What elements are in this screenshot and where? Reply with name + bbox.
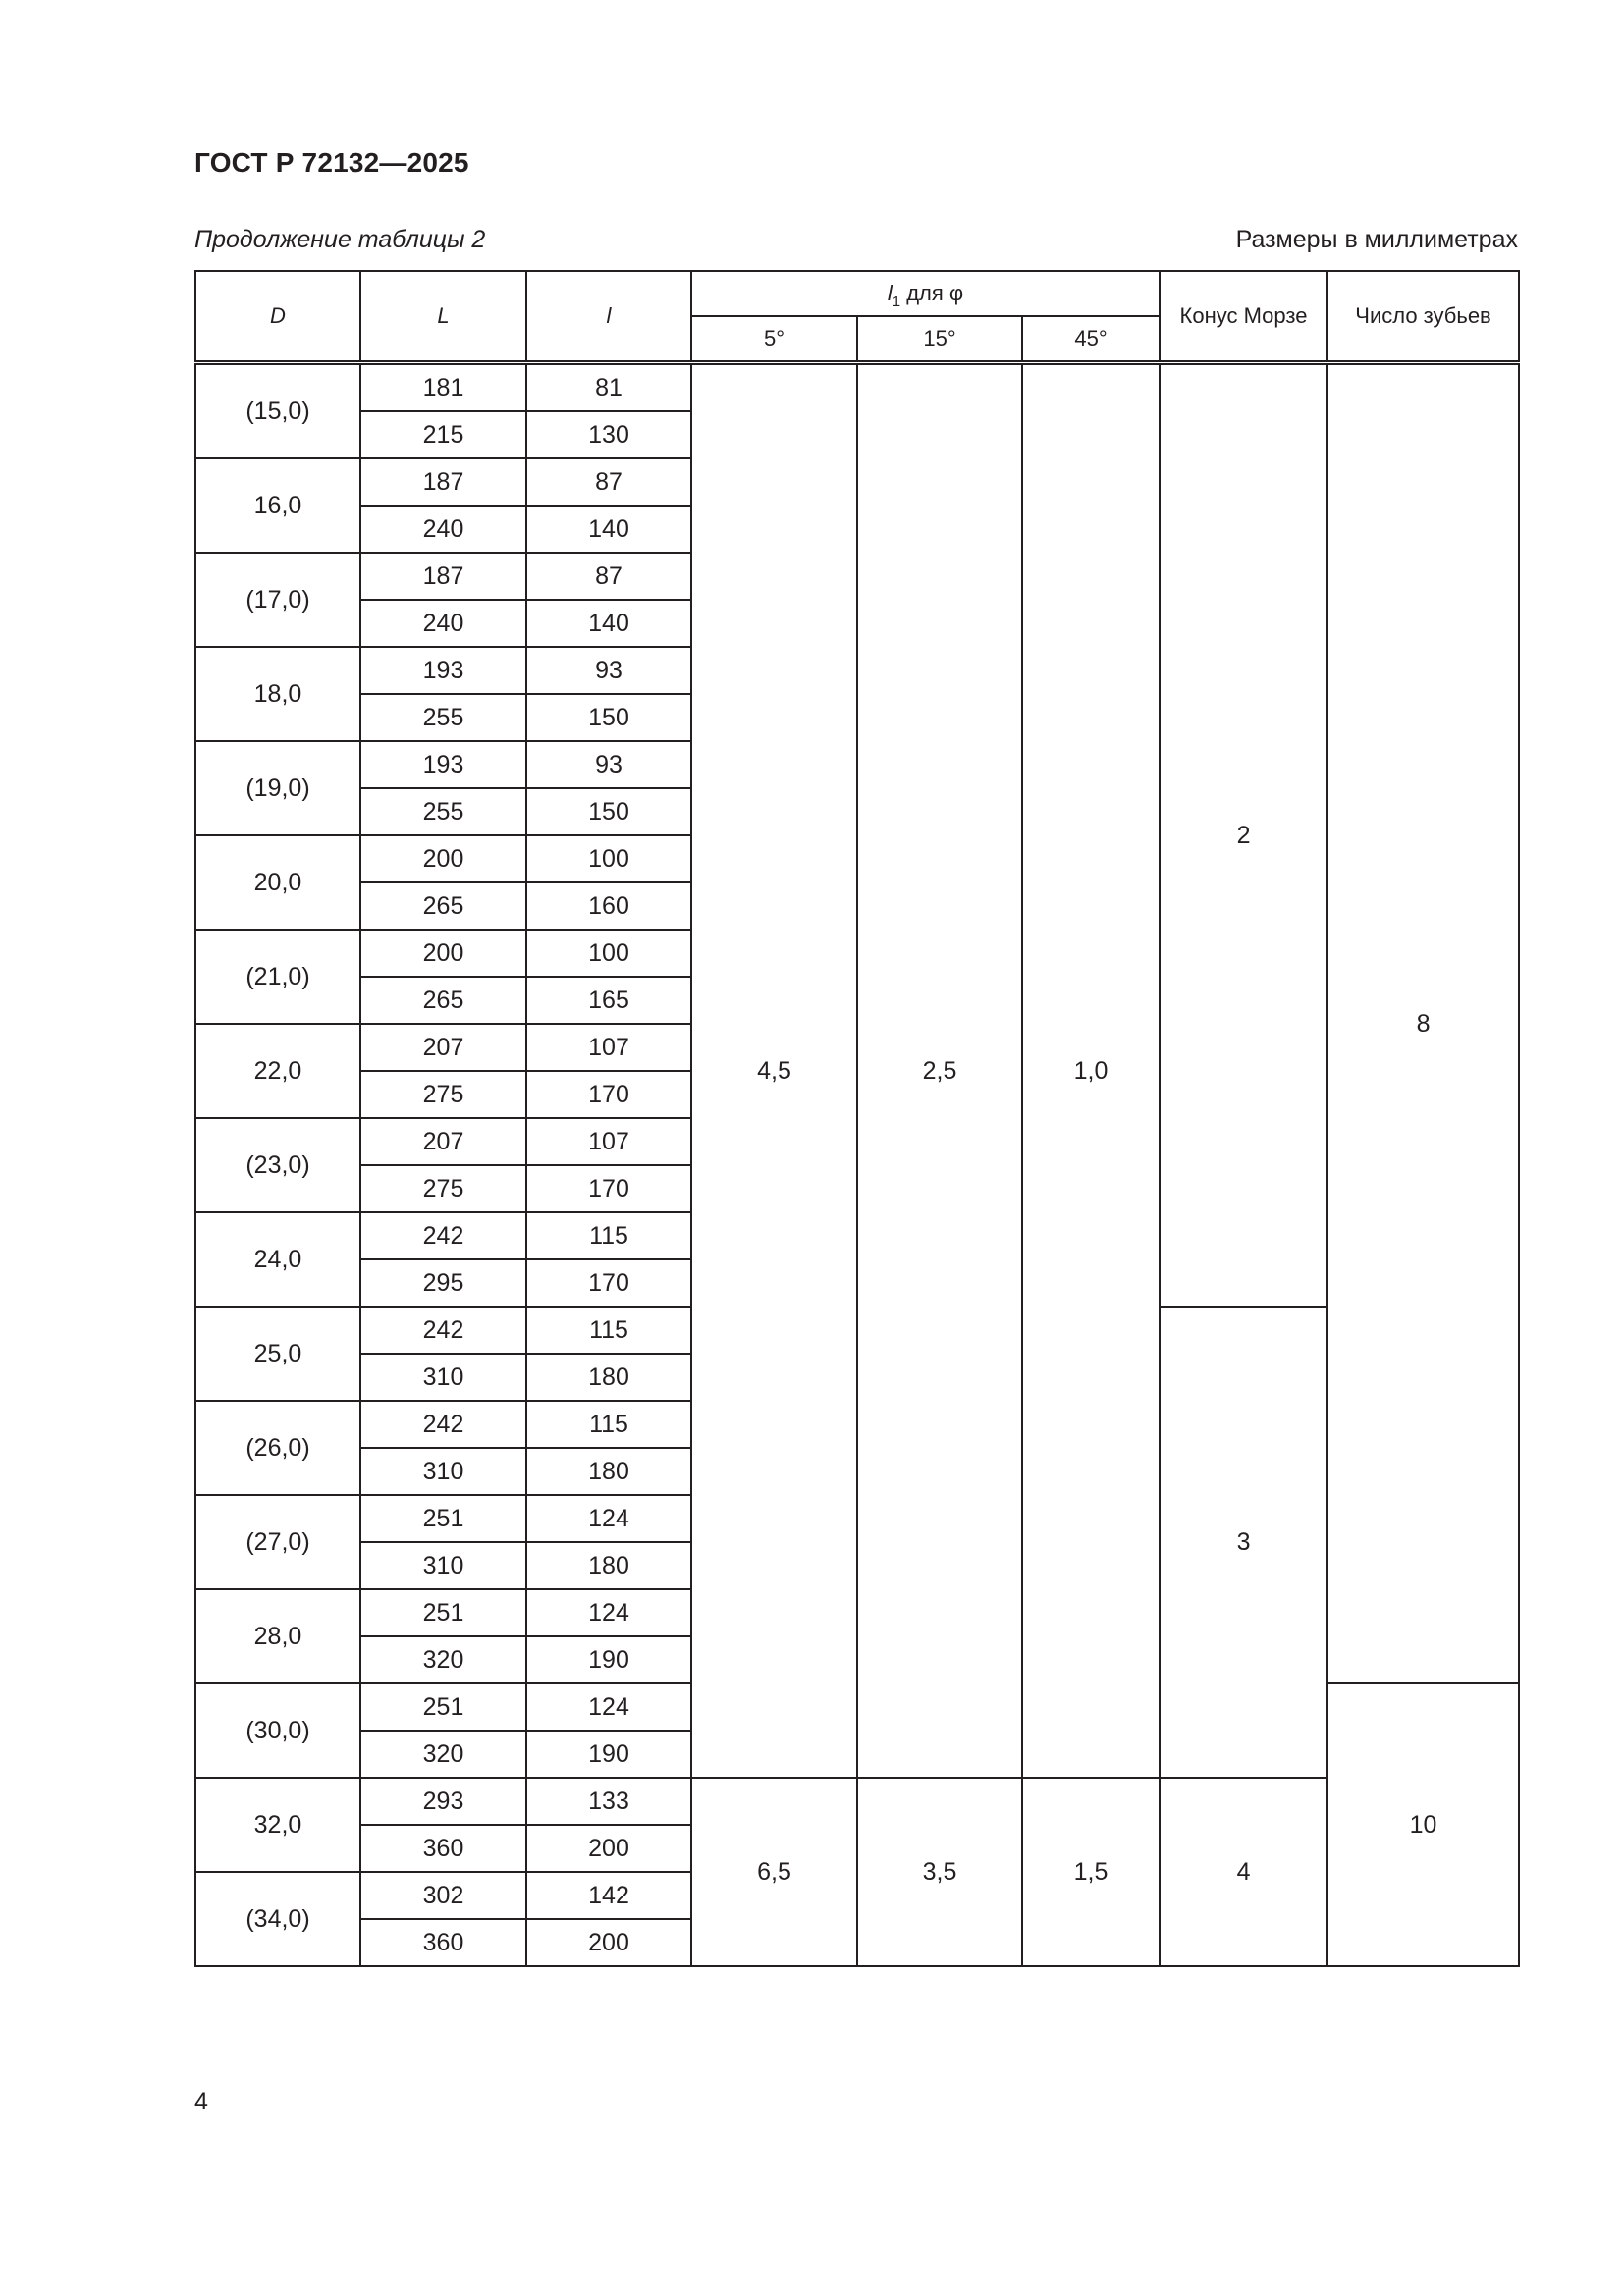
length-L-cell: 251	[360, 1495, 526, 1542]
teeth-count-cell: 10	[1327, 1683, 1519, 1966]
header-angle-5: 5°	[691, 316, 857, 363]
table-body	[195, 363, 1519, 1967]
length-L-cell: 200	[360, 930, 526, 977]
length-L-cell: 255	[360, 694, 526, 741]
length-L-cell: 207	[360, 1024, 526, 1071]
length-l-cell: 87	[526, 458, 691, 506]
morse-taper-cell: 4	[1160, 1778, 1327, 1966]
document-code: ГОСТ Р 72132—2025	[194, 147, 469, 178]
length-l-cell: 100	[526, 930, 691, 977]
l1-angle-45-cell: 1,0	[1022, 363, 1160, 1779]
length-l-cell: 190	[526, 1731, 691, 1778]
length-l-cell: 115	[526, 1212, 691, 1259]
length-L-cell: 255	[360, 788, 526, 835]
table-continuation-caption: Продолжение таблицы 2	[194, 226, 486, 253]
diameter-cell: (34,0)	[195, 1872, 360, 1966]
length-l-cell: 124	[526, 1589, 691, 1636]
length-l-cell: 150	[526, 788, 691, 835]
length-L-cell: 242	[360, 1212, 526, 1259]
dimensions-table-wrapper	[194, 270, 1518, 1967]
length-L-cell: 242	[360, 1401, 526, 1448]
table-header	[195, 271, 1519, 363]
diameter-cell: (27,0)	[195, 1495, 360, 1589]
length-l-cell: 115	[526, 1401, 691, 1448]
dimensions-table	[194, 270, 1520, 1967]
length-l-cell: 190	[526, 1636, 691, 1683]
length-l-cell: 200	[526, 1919, 691, 1966]
length-L-cell: 320	[360, 1636, 526, 1683]
length-L-cell: 310	[360, 1354, 526, 1401]
length-l-cell: 140	[526, 506, 691, 553]
header-angle-15: 15°	[857, 316, 1022, 363]
header-l1-symbol: l	[887, 281, 893, 305]
length-L-cell: 360	[360, 1825, 526, 1872]
length-l-cell: 170	[526, 1259, 691, 1307]
length-L-cell: 295	[360, 1259, 526, 1307]
length-l-cell: 124	[526, 1495, 691, 1542]
diameter-cell: 24,0	[195, 1212, 360, 1307]
header-D: D	[195, 271, 360, 363]
diameter-cell: (19,0)	[195, 741, 360, 835]
length-l-cell: 107	[526, 1024, 691, 1071]
diameter-cell: (17,0)	[195, 553, 360, 647]
length-L-cell: 275	[360, 1165, 526, 1212]
length-L-cell: 200	[360, 835, 526, 882]
l1-angle-15-cell: 2,5	[857, 363, 1022, 1779]
table-row	[195, 363, 1519, 412]
length-l-cell: 115	[526, 1307, 691, 1354]
diameter-cell: 20,0	[195, 835, 360, 930]
diameter-cell: 32,0	[195, 1778, 360, 1872]
length-l-cell: 165	[526, 977, 691, 1024]
length-L-cell: 215	[360, 411, 526, 458]
table-row	[195, 1778, 1519, 1825]
length-L-cell: 181	[360, 363, 526, 412]
length-l-cell: 180	[526, 1354, 691, 1401]
diameter-cell: 28,0	[195, 1589, 360, 1683]
units-caption: Размеры в миллиметрах	[1235, 226, 1518, 253]
length-L-cell: 187	[360, 458, 526, 506]
length-l-cell: 150	[526, 694, 691, 741]
diameter-cell: (21,0)	[195, 930, 360, 1024]
length-L-cell: 302	[360, 1872, 526, 1919]
length-L-cell: 193	[360, 741, 526, 788]
length-l-cell: 142	[526, 1872, 691, 1919]
length-l-cell: 200	[526, 1825, 691, 1872]
length-L-cell: 275	[360, 1071, 526, 1118]
header-l1-for-phi	[691, 271, 1160, 316]
length-l-cell: 93	[526, 741, 691, 788]
length-L-cell: 293	[360, 1778, 526, 1825]
length-l-cell: 170	[526, 1071, 691, 1118]
length-l-cell: 170	[526, 1165, 691, 1212]
diameter-cell: 25,0	[195, 1307, 360, 1401]
length-l-cell: 81	[526, 363, 691, 412]
length-l-cell: 180	[526, 1542, 691, 1589]
length-L-cell: 360	[360, 1919, 526, 1966]
diameter-cell: 18,0	[195, 647, 360, 741]
length-l-cell: 100	[526, 835, 691, 882]
length-L-cell: 310	[360, 1448, 526, 1495]
morse-taper-cell: 2	[1160, 363, 1327, 1308]
l1-angle-5-cell: 4,5	[691, 363, 857, 1779]
l1-angle-15-cell: 3,5	[857, 1778, 1022, 1966]
length-l-cell: 133	[526, 1778, 691, 1825]
length-L-cell: 187	[360, 553, 526, 600]
l1-angle-5-cell: 6,5	[691, 1778, 857, 1966]
length-l-cell: 160	[526, 882, 691, 930]
length-L-cell: 265	[360, 977, 526, 1024]
length-L-cell: 240	[360, 506, 526, 553]
length-l-cell: 140	[526, 600, 691, 647]
length-l-cell: 180	[526, 1448, 691, 1495]
header-l: l	[526, 271, 691, 363]
length-L-cell: 193	[360, 647, 526, 694]
header-teeth-count: Число зубьев	[1327, 271, 1519, 363]
length-L-cell: 207	[360, 1118, 526, 1165]
diameter-cell: (26,0)	[195, 1401, 360, 1495]
length-l-cell: 107	[526, 1118, 691, 1165]
diameter-cell: (15,0)	[195, 363, 360, 459]
diameter-cell: 16,0	[195, 458, 360, 553]
diameter-cell: (30,0)	[195, 1683, 360, 1778]
header-angle-45: 45°	[1022, 316, 1160, 363]
length-L-cell: 320	[360, 1731, 526, 1778]
length-l-cell: 130	[526, 411, 691, 458]
diameter-cell: 22,0	[195, 1024, 360, 1118]
morse-taper-cell: 3	[1160, 1307, 1327, 1778]
length-L-cell: 240	[360, 600, 526, 647]
page-number: 4	[194, 2088, 208, 2115]
header-morse-taper: Конус Морзе	[1160, 271, 1327, 363]
header-L: L	[360, 271, 526, 363]
length-l-cell: 93	[526, 647, 691, 694]
diameter-cell: (23,0)	[195, 1118, 360, 1212]
length-L-cell: 251	[360, 1589, 526, 1636]
length-l-cell: 87	[526, 553, 691, 600]
length-L-cell: 242	[360, 1307, 526, 1354]
length-L-cell: 310	[360, 1542, 526, 1589]
teeth-count-cell: 8	[1327, 363, 1519, 1684]
length-L-cell: 251	[360, 1683, 526, 1731]
header-l1-suffix: для φ	[906, 281, 964, 305]
length-L-cell: 265	[360, 882, 526, 930]
l1-angle-45-cell: 1,5	[1022, 1778, 1160, 1966]
header-l1-subscript: 1	[892, 294, 901, 310]
length-l-cell: 124	[526, 1683, 691, 1731]
